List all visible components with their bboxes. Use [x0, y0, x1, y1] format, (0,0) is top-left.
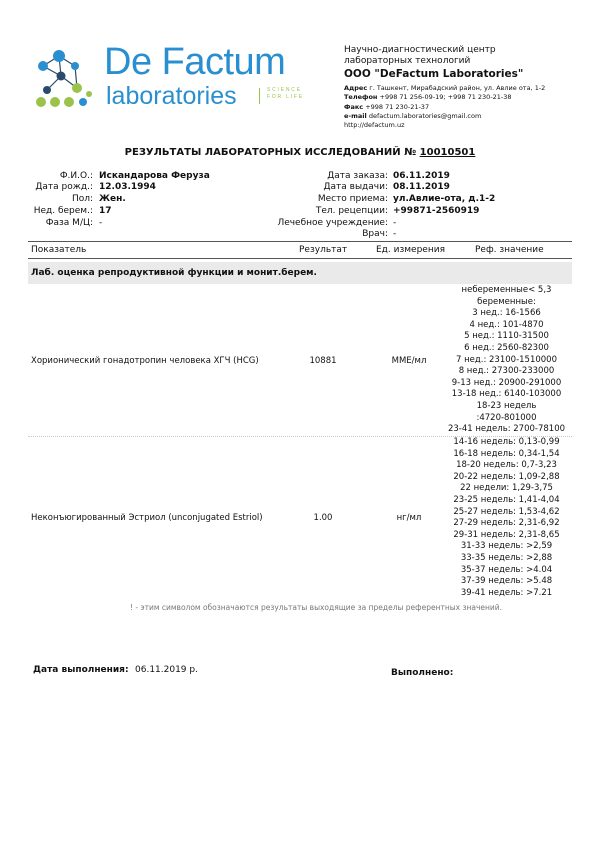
- col-ref: Реф. значение: [475, 245, 544, 255]
- col-indicator: Показатель: [31, 245, 87, 255]
- clinic-label: Лечебное учреждение:: [277, 218, 388, 228]
- sex-label: Пол:: [71, 194, 93, 204]
- fio-value: Искандарова Феруза: [99, 171, 210, 181]
- dob-label: Дата рожд.:: [35, 182, 93, 192]
- header-address: Адрес г. Ташкент, Мирабадский район, ул. Авлие ота, 1-2: [344, 84, 546, 92]
- order-date-value: 06.11.2019: [393, 171, 450, 181]
- logo-divider: [259, 88, 260, 104]
- col-result: Результат: [299, 245, 348, 255]
- table-row-unit: МME/мл: [391, 356, 427, 366]
- header-fax: Факс +998 71 230-21-37: [344, 103, 430, 111]
- doctor-value: -: [393, 229, 397, 239]
- issue-date-value: 08.11.2019: [393, 182, 450, 192]
- issue-date-label: Дата выдачи:: [323, 182, 388, 192]
- done-by-label: Выполнено:: [391, 668, 454, 678]
- order-date-label: Дата заказа:: [327, 171, 388, 181]
- header-site: http://defactum.uz: [344, 121, 405, 129]
- table-row-name: Хорионический гонадотропин человека ХГЧ (HCG): [31, 356, 259, 366]
- sex-value: Жен.: [99, 194, 126, 204]
- doctor-label: Врач:: [362, 229, 388, 239]
- col-unit: Ед. измерения: [376, 245, 445, 255]
- page-title: РЕЗУЛЬТАТЫ ЛАБОРАТОРНЫХ ИССЛЕДОВАНИЙ № 10010501: [124, 147, 476, 158]
- clinic-value: -: [393, 218, 397, 228]
- weeks-value: 17: [99, 206, 112, 216]
- section-title: Лаб. оценка репродуктивной функции и монит.берем.: [31, 268, 317, 278]
- phase-label: Фаза М/Ц:: [45, 218, 93, 228]
- header-line1: Научно-диагностический центр: [344, 45, 496, 55]
- place-value: ул.Авлие-ота, д.1-2: [393, 194, 496, 204]
- logo-molecule-icon: [33, 44, 103, 110]
- reception-phone-label: Тел. рецепции:: [315, 206, 388, 216]
- table-row-result: 1.00: [313, 513, 333, 523]
- logo-tagline: SCIENCE FOR LIFE: [267, 87, 304, 100]
- fio-label: Ф.И.О.:: [59, 171, 93, 181]
- table-header-border: [28, 258, 572, 259]
- reception-phone-value: +99871-2560919: [393, 206, 480, 216]
- header-line2: лабораторных технологий: [344, 56, 471, 66]
- phase-value: -: [99, 218, 103, 228]
- place-label: Место приема:: [317, 194, 388, 204]
- table-row-name: Неконъюгированный Эстриол (unconjugated Estriol): [31, 513, 263, 523]
- header-phone: Телефон +998 71 256-09-19; +998 71 230-21-38: [344, 93, 512, 101]
- table-row-ref: небеременные< 5,3 беременные: 3 нед.: 16-1566 4 нед.: 101-4870 5 нед.: 1110-31500 6 нед.: 2560-82300 7 нед.: 23100-1510000 8 нед.: 27300-233000 9-13 нед.: 20900-291000 13-18 нед.: 6140-103000 18-23 недель :4720-801000 23-41 недель: 2700-78100: [447, 285, 566, 435]
- logo-sub: laboratories: [106, 82, 237, 110]
- done-date-value: 06.11.2019 р.: [135, 665, 198, 675]
- table-row-unit: нг/мл: [396, 513, 422, 523]
- weeks-label: Нед. берем.:: [33, 206, 93, 216]
- header-org: ООО "DeFactum Laboratories": [344, 68, 524, 80]
- logo-name: De Factum: [104, 41, 286, 83]
- table-row-result: 10881: [309, 356, 337, 366]
- header-email: e-mail defactum.laboratories@gmail.com: [344, 112, 482, 120]
- legend-note: ! - этим символом обозначаются результаты выходящие за пределы референтных значений.: [130, 603, 503, 612]
- table-row-ref: 14-16 недель: 0,13-0,99 16-18 недель: 0,34-1,54 18-20 недель: 0,7-3,23 20-22 недель: 1,09-2,88 22 недели: 1,29-3,75 23-25 недель: 1,41-4,04 25-27 недель: 1,53-4,62 27-29 недель: 2,31-6,92 29-31 недель: 2,31-8,65 31-33 недель: >2,59 33-35 недель: >2,88 35-37 недель: >4.04 37-39 недель: >5.48 39-41 недель: >7.21: [453, 437, 560, 598]
- done-date-label: Дата выполнения:: [33, 665, 129, 675]
- table-top-border: [28, 241, 572, 242]
- dob-value: 12.03.1994: [99, 182, 156, 192]
